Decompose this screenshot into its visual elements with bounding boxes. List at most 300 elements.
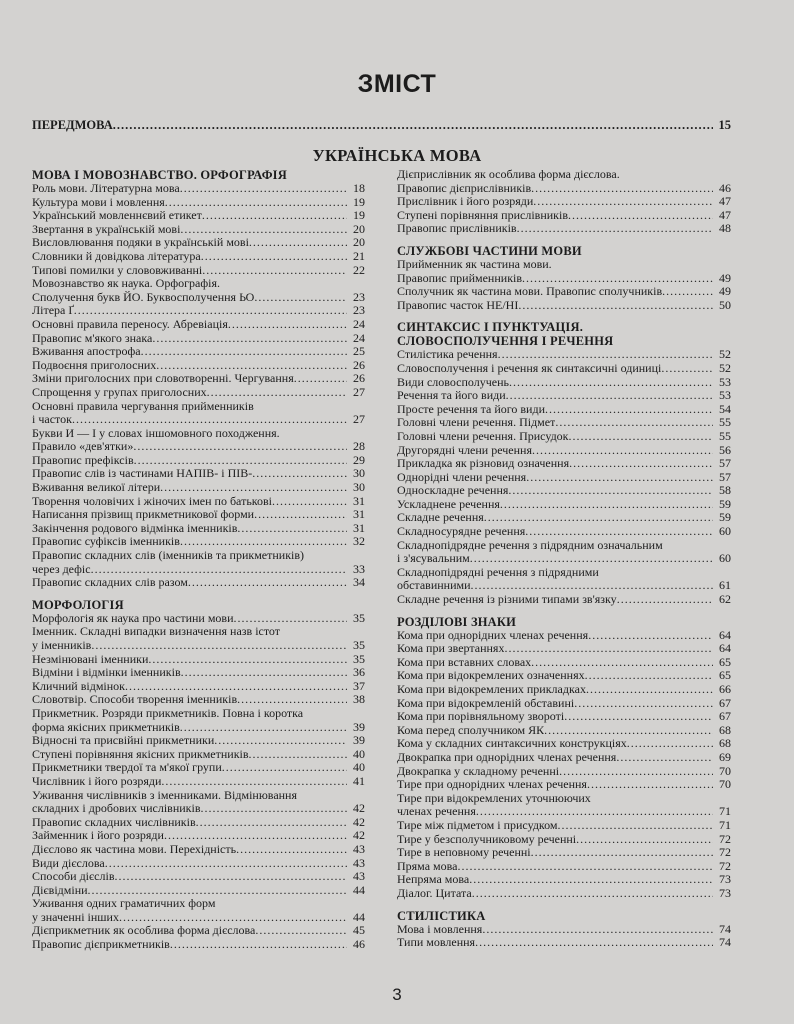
toc-entry <box>32 372 365 386</box>
entry-page: 31 <box>353 520 365 535</box>
entry-page: 32 <box>353 534 365 549</box>
leader-dots <box>201 802 348 816</box>
leader-dots <box>196 816 347 830</box>
entry-page: 65 <box>719 654 731 669</box>
toc-entry <box>32 454 365 468</box>
leader-dots <box>294 372 347 386</box>
entry-title: Кома при відокремлених прикладках <box>397 683 586 696</box>
entry-page: 71 <box>719 804 731 819</box>
entry-page: 43 <box>353 841 365 856</box>
entry-page: 24 <box>353 330 365 345</box>
entry-title: Незмінювані іменники <box>32 652 149 666</box>
entry-title: Речення та його види <box>397 389 506 403</box>
section-heading: СТИЛІСТИКА <box>397 908 486 923</box>
entry-title: Спрощення у групах приголосних <box>32 385 207 399</box>
entry-page: 40 <box>353 746 365 761</box>
entry-title: Роль мови. Літературна мова <box>32 182 180 195</box>
leader-dots <box>627 737 713 751</box>
page-title: ЗМІСТ <box>357 70 437 98</box>
toc-entry <box>397 642 731 656</box>
entry-page: 43 <box>353 855 365 870</box>
leader-dots <box>249 748 347 762</box>
entry-title: обставинними <box>397 579 471 593</box>
entry-title: Тире між підметом і присудком <box>397 818 558 832</box>
entry-title: Правопис складних числівників <box>32 815 196 829</box>
toc-entry <box>32 318 365 332</box>
entry-title: Двокрапка при однорідних членах речення <box>397 750 617 764</box>
toc-entry <box>397 751 731 765</box>
entry-page: 72 <box>719 845 731 860</box>
entry-page: 25 <box>353 344 365 359</box>
leader-dots <box>545 403 713 417</box>
entry-title: Творення чоловічих і жіночих імен по батькові <box>32 494 273 508</box>
toc-entry <box>32 843 365 857</box>
entry-page: 50 <box>719 297 731 312</box>
entry-title: Закінчення родового відмінка іменників <box>32 521 238 535</box>
leader-dots <box>222 761 347 775</box>
leader-dots <box>617 593 713 607</box>
entry-page: 28 <box>353 439 365 454</box>
entry-title: Морфологія як наука про частини мови <box>32 611 234 625</box>
leader-dots <box>88 884 347 898</box>
toc-entry <box>32 495 365 509</box>
entry-page: 68 <box>719 722 731 737</box>
toc-entry <box>32 522 365 536</box>
toc-entry <box>397 552 731 566</box>
leader-dots <box>119 911 347 925</box>
entry-title: Кома перед сполучником ЯК <box>397 723 545 737</box>
entry-page: 54 <box>719 401 731 416</box>
entry-title: Види дієслова <box>32 856 105 870</box>
leader-dots <box>559 765 713 779</box>
entry-title-line: Правопис складних слів (іменників та прикметників) <box>32 549 305 563</box>
entry-title: Стилістика речення <box>397 348 498 362</box>
toc-entry <box>397 656 731 670</box>
entry-page: 41 <box>353 773 365 788</box>
leader-dots <box>272 495 347 509</box>
entry-title-line: Мовознавство як наука. Орфографія. <box>32 277 220 291</box>
entry-title: форма якісних прикметників <box>32 720 180 734</box>
entry-title: Однорідні члени речення <box>397 470 527 484</box>
toc-entry <box>32 481 365 495</box>
entry-title: у іменників <box>32 639 92 652</box>
entry-page: 69 <box>719 749 731 764</box>
toc-entry <box>32 345 365 359</box>
entry-page: 36 <box>353 665 365 680</box>
entry-title: Прислівник і його розряди <box>397 195 534 209</box>
toc-entry <box>32 639 365 653</box>
entry-page: 64 <box>719 641 731 656</box>
toc-entry <box>32 666 365 680</box>
entry-page: 29 <box>353 452 365 467</box>
entry-title-line: Дієприслівник як особлива форма дієслова. <box>397 168 620 181</box>
entry-title: складних і дробових числівників <box>32 802 201 816</box>
entry-title: Відносні та присвійні прикметники <box>32 734 215 748</box>
section-heading: МОВА І МОВОЗНАВСТВО. ОРФОГРАФІЯ <box>32 168 287 182</box>
entry-title: Правопис дієприкметників <box>32 938 170 952</box>
entry-title: Тире при однорідних членах речення <box>397 778 587 792</box>
entry-page: 24 <box>353 316 365 331</box>
entry-title: Головні члени речення. Підмет <box>397 416 556 430</box>
entry-title: Займенник і його розряди <box>32 829 164 843</box>
entry-page: 73 <box>719 872 731 887</box>
leader-dots <box>586 683 713 697</box>
leader-dots <box>202 209 347 223</box>
leader-dots <box>133 440 347 454</box>
leader-dots <box>662 285 713 299</box>
leader-dots <box>569 430 713 444</box>
toc-entry <box>32 693 365 707</box>
leader-dots <box>661 362 713 376</box>
leader-dots <box>508 484 713 498</box>
entry-title: Кома при порівняльному звороті <box>397 710 565 724</box>
leader-dots <box>574 697 713 711</box>
entry-title: Односкладне речення <box>397 484 509 498</box>
toc-entry <box>32 884 365 898</box>
section-heading: РОЗДІЛОВІ ЗНАКИ <box>397 614 517 629</box>
entry-page: 70 <box>719 763 731 778</box>
entry-title: Числівник і його розряди <box>32 774 162 788</box>
leader-dots <box>517 222 713 236</box>
toc-entry <box>397 629 731 643</box>
entry-page: 30 <box>353 466 365 481</box>
leader-dots <box>504 642 713 656</box>
entry-page: 44 <box>353 882 365 897</box>
entry-title: Пряма мова <box>397 859 458 873</box>
leader-dots <box>164 829 347 843</box>
toc-entry <box>397 457 731 471</box>
foreword-entry <box>32 119 731 133</box>
entry-title: Діалог. Цитата <box>397 886 472 900</box>
entry-title: Правопис дієприслівників <box>397 181 532 195</box>
entry-page: 61 <box>719 578 731 593</box>
leader-dots <box>533 195 713 209</box>
entry-title: Подвоєння приголосних <box>32 358 157 372</box>
toc-entry <box>397 444 731 458</box>
toc-entry <box>397 710 731 724</box>
entry-title: ПЕРЕДМОВА <box>32 119 113 132</box>
toc-entry <box>397 195 731 209</box>
leader-dots <box>105 857 347 871</box>
toc-entry <box>397 511 731 525</box>
leader-dots <box>616 751 713 765</box>
toc-entry <box>32 291 365 305</box>
entry-page: 55 <box>719 428 731 443</box>
toc-entry <box>32 857 365 871</box>
entry-title: Правопис часток НЕ/НІ <box>397 298 519 312</box>
entry-title: Вживання апострофа <box>32 345 141 359</box>
entry-title: Відміни і відмінки іменників <box>32 666 181 680</box>
entry-page: 27 <box>353 384 365 399</box>
leader-dots <box>237 693 347 707</box>
entry-page: 52 <box>719 347 731 362</box>
toc-entry <box>397 936 731 950</box>
entry-page: 31 <box>353 507 365 522</box>
entry-title: Тире в неповному реченні <box>397 846 531 860</box>
entry-page: 53 <box>719 388 731 403</box>
entry-page: 42 <box>353 828 365 843</box>
entry-title-line: Тире при відокремлених уточнюючих <box>397 791 591 805</box>
toc-entry <box>397 669 731 683</box>
leader-dots <box>114 870 347 884</box>
entry-page: 39 <box>353 719 365 734</box>
toc-entry <box>32 332 365 346</box>
toc-entry <box>397 299 731 313</box>
entry-page: 31 <box>353 493 365 508</box>
entry-title: Кома при вставних словах <box>397 655 532 669</box>
leader-dots <box>188 576 347 590</box>
entry-title: Правопис слів із частинами НАПІВ- і ПІВ- <box>32 467 253 481</box>
toc-entry <box>32 413 365 427</box>
entry-title: Ступені порівняння якісних прикметників <box>32 747 249 761</box>
toc-entry <box>32 209 365 223</box>
entry-page: 55 <box>719 415 731 430</box>
entry-title: Дієслово як частина мови. Перехідність <box>32 842 237 856</box>
entry-title-line: Прийменник як частина мови. <box>397 257 552 271</box>
toc-left-column <box>32 168 365 952</box>
toc-entry <box>397 471 731 485</box>
leader-dots <box>249 236 347 250</box>
entry-page: 42 <box>353 801 365 816</box>
entry-page: 26 <box>353 357 365 372</box>
entry-page: 47 <box>719 207 731 222</box>
toc-entry <box>32 508 365 522</box>
entry-title: Український мовленнєвий етикет <box>32 209 202 223</box>
entry-title: Правопис прислівників <box>397 222 517 236</box>
entry-title: Правопис складних слів разом <box>32 576 188 590</box>
toc-entry <box>32 250 365 264</box>
leader-dots <box>509 376 713 390</box>
leader-dots <box>91 639 347 653</box>
toc-entry <box>32 612 365 626</box>
entry-page: 44 <box>353 909 365 924</box>
section-heading: СИНТАКСИС І ПУНКТУАЦІЯ. <box>397 320 584 335</box>
entry-title: у значенні інших <box>32 910 119 924</box>
entry-title: Дієприкметник як особлива форма дієслова <box>32 924 256 938</box>
entry-page: 37 <box>353 678 365 693</box>
toc-entry <box>32 748 365 762</box>
leader-dots <box>152 332 347 346</box>
leader-dots <box>181 666 347 680</box>
entry-page: 68 <box>719 736 731 751</box>
toc-entry <box>32 440 365 454</box>
entry-page: 74 <box>719 921 731 936</box>
toc-entry <box>397 833 731 847</box>
entry-title: Словотвір. Способи творення іменників <box>32 693 238 707</box>
entry-title-line: Складнопідрядне речення з підрядним означальним <box>397 538 663 552</box>
entry-title-line: Уживання числівників з іменниками. Відмінювання <box>32 788 298 802</box>
entry-page: 52 <box>719 360 731 375</box>
entry-page: 73 <box>719 885 731 900</box>
part-title: УКРАЇНСЬКА МОВА <box>312 146 482 165</box>
toc-entry <box>397 697 731 711</box>
entry-title-line: Прикметник. Розряди прикметників. Повна і коротка <box>32 706 304 720</box>
leader-dots <box>475 936 713 950</box>
toc-entry <box>32 223 365 237</box>
leader-dots <box>254 508 347 522</box>
entry-page: 15 <box>718 118 731 132</box>
entry-title: Складносурядне речення <box>397 525 526 539</box>
entry-page: 49 <box>719 270 731 285</box>
entry-title: Прикладка як різновид означення <box>397 457 570 471</box>
leader-dots <box>255 924 347 938</box>
entry-title: Літера Ґ <box>32 304 74 318</box>
leader-dots <box>254 291 347 305</box>
entry-page: 46 <box>353 937 365 952</box>
leader-dots <box>207 386 347 400</box>
leader-dots <box>236 843 347 857</box>
toc-entry <box>32 264 365 278</box>
entry-title: Правопис м'якого знака <box>32 331 153 345</box>
toc-entry <box>32 576 365 590</box>
entry-title: Прикметники твердої та м'якої групи <box>32 761 222 775</box>
leader-dots <box>587 778 713 792</box>
entry-page: 56 <box>719 442 731 457</box>
toc-entry <box>397 376 731 390</box>
entry-page: 42 <box>353 814 365 829</box>
leader-dots <box>156 359 347 373</box>
toc-entry <box>32 775 365 789</box>
toc-entry <box>32 924 365 938</box>
entry-title: Способи дієслів <box>32 870 115 884</box>
toc-entry <box>397 209 731 223</box>
entry-page: 59 <box>719 496 731 511</box>
entry-page: 35 <box>353 638 365 652</box>
leader-dots <box>160 481 347 495</box>
leader-dots <box>482 923 713 937</box>
leader-dots <box>531 656 713 670</box>
toc-entry <box>397 182 731 196</box>
toc-entry <box>32 911 365 925</box>
entry-page: 21 <box>353 248 365 263</box>
leader-dots <box>234 612 347 626</box>
toc-entry <box>32 236 365 250</box>
entry-title: і з'ясувальним <box>397 552 470 566</box>
toc-entry <box>397 272 731 286</box>
entry-page: 57 <box>719 469 731 484</box>
entry-page: 57 <box>719 456 731 471</box>
toc-entry <box>32 829 365 843</box>
leader-dots <box>472 887 713 901</box>
toc-entry <box>32 870 365 884</box>
leader-dots <box>518 299 713 313</box>
entry-title: Висловлювання подяки в українській мові <box>32 236 249 250</box>
leader-dots <box>252 467 347 481</box>
toc-entry <box>32 816 365 830</box>
entry-title: Сполучення букв ЙО. Буквосполучення ЬО <box>32 290 255 304</box>
entry-title: Ускладнене речення <box>397 497 500 511</box>
page-number: 3 <box>392 985 402 1004</box>
entry-title-line: Основні правила чергування прийменників <box>32 399 254 413</box>
entry-title: Правило «дев'ятки» <box>32 440 134 454</box>
entry-title: Кома при звертаннях <box>397 642 505 656</box>
entry-page: 49 <box>719 284 731 299</box>
toc-entry <box>397 819 731 833</box>
entry-title: Ступені порівняння прислівників <box>397 208 568 222</box>
entry-title: Мова і мовлення <box>397 922 483 936</box>
leader-dots <box>180 223 347 237</box>
toc-entry <box>32 563 365 577</box>
toc-entry <box>397 724 731 738</box>
entry-title: через дефіс <box>32 562 91 576</box>
entry-title: Типи мовлення <box>397 936 476 950</box>
leader-dots <box>165 196 347 210</box>
leader-dots <box>457 860 713 874</box>
entry-title: Сполучник як частина мови. Правопис сполучників <box>397 285 663 299</box>
entry-page: 60 <box>719 524 731 539</box>
entry-title: членах речення <box>397 805 476 819</box>
toc-entry <box>397 923 731 937</box>
toc-entry <box>32 386 365 400</box>
toc-entry <box>32 304 365 318</box>
toc-entry <box>397 860 731 874</box>
entry-page: 23 <box>353 303 365 318</box>
entry-title-line: Уживання одних граматичних форм <box>32 897 216 911</box>
entry-page: 74 <box>719 935 731 950</box>
toc-entry <box>32 761 365 775</box>
entry-page: 71 <box>719 817 731 832</box>
leader-dots <box>498 348 713 362</box>
entry-page: 38 <box>353 692 365 707</box>
leader-dots <box>558 819 713 833</box>
entry-title: Типові помилки у слововживанні <box>32 263 203 277</box>
entry-page: 72 <box>719 831 731 846</box>
toc-entry <box>397 525 731 539</box>
toc-entry <box>397 737 731 751</box>
entry-title: Головні члени речення. Присудок <box>397 429 569 443</box>
entry-title: Основні правила переносу. Абревіація <box>32 317 228 331</box>
entry-page: 59 <box>719 510 731 525</box>
leader-dots <box>532 444 713 458</box>
entry-page: 43 <box>353 869 365 884</box>
entry-page: 19 <box>353 194 365 209</box>
entry-title-line: Складнопідрядні речення з підрядними <box>397 565 599 579</box>
entry-page: 40 <box>353 760 365 775</box>
entry-page: 67 <box>719 695 731 710</box>
entry-title: Правопис префіксів <box>32 453 134 467</box>
leader-dots <box>585 669 713 683</box>
toc-entry <box>397 579 731 593</box>
entry-title: Кома при відокремлених означеннях <box>397 669 585 683</box>
entry-page: 26 <box>353 371 365 386</box>
entry-page: 35 <box>353 651 365 666</box>
toc-entry <box>32 653 365 667</box>
leader-dots <box>525 525 713 539</box>
entry-page: 65 <box>719 668 731 683</box>
entry-page: 60 <box>719 551 731 566</box>
entry-title: Просте речення та його види <box>397 402 545 416</box>
leader-dots <box>564 710 713 724</box>
entry-page: 27 <box>353 412 365 427</box>
leader-dots <box>531 182 713 196</box>
entry-page: 66 <box>719 682 731 696</box>
toc-entry <box>397 683 731 697</box>
leader-dots <box>141 345 347 359</box>
entry-title-line: Букви И — І у словах іншомовного походження. <box>32 426 280 440</box>
leader-dots <box>568 209 713 223</box>
entry-title: Другорядні члени речення <box>397 443 532 457</box>
toc-entry <box>397 403 731 417</box>
entry-title: Словосполучення і речення як синтаксичні одиниці <box>397 361 662 375</box>
entry-title-line: Іменник. Складні випадки визначення назв істот <box>32 625 281 639</box>
section-heading: СЛОВОСПОЛУЧЕННЯ І РЕЧЕННЯ <box>397 334 614 349</box>
toc-entry <box>397 873 731 887</box>
entry-title: Звертання в українській мові <box>32 222 181 236</box>
entry-page: 70 <box>719 777 731 792</box>
entry-page: 72 <box>719 858 731 873</box>
leader-dots <box>148 653 347 667</box>
leader-dots <box>476 805 713 819</box>
